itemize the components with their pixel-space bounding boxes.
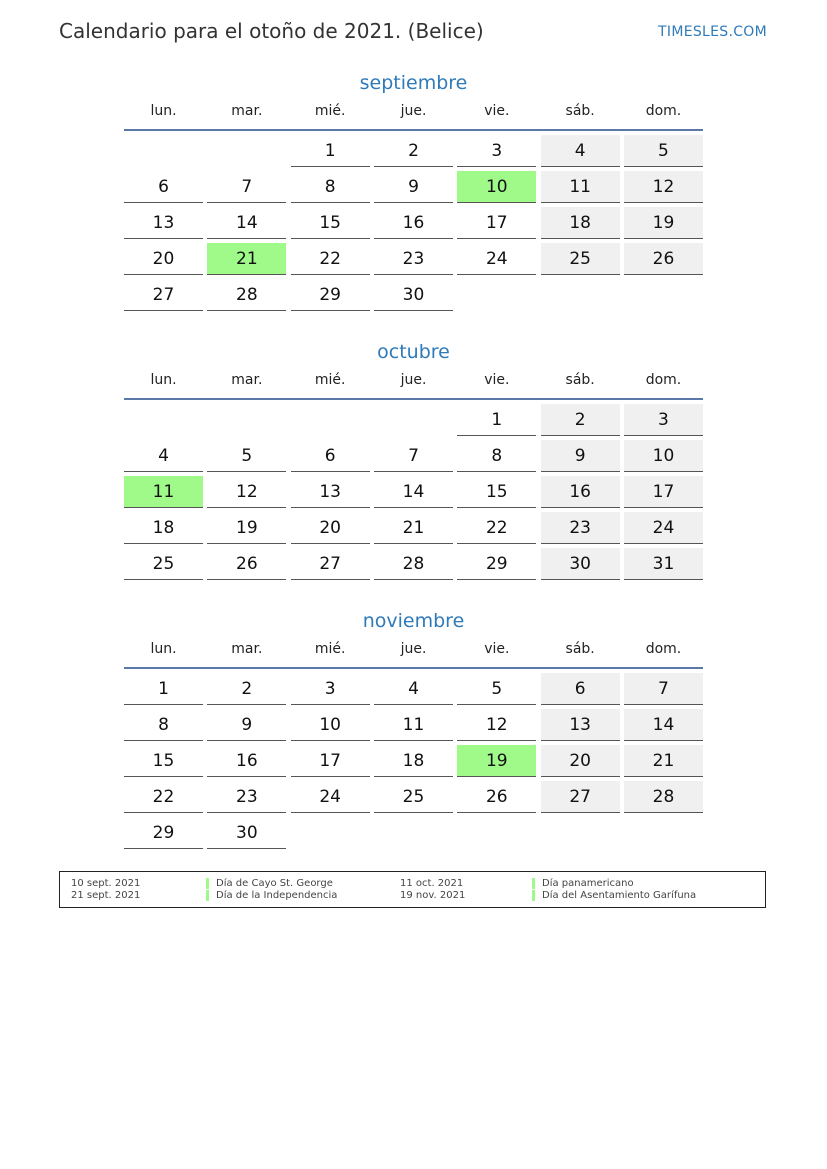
month-november — [124, 607, 703, 849]
day-cell: 30 — [541, 548, 620, 580]
legend-holiday-name: Día del Asentamiento Garífuna — [532, 890, 696, 901]
day-cell: 9 — [541, 440, 620, 472]
empty-cell — [124, 404, 203, 436]
weekday-header — [124, 635, 703, 663]
day-cell: 4 — [124, 440, 203, 472]
day-cell: 16 — [541, 476, 620, 508]
holiday-day-cell: 21 — [207, 243, 286, 275]
weekday-label: mar. — [231, 641, 263, 657]
month-name: noviembre — [362, 610, 465, 632]
day-cell: 4 — [374, 673, 453, 705]
empty-cell — [374, 404, 453, 436]
day-cell: 2 — [541, 404, 620, 436]
day-cell: 13 — [124, 207, 203, 239]
day-cell: 3 — [624, 404, 703, 436]
empty-cell — [124, 135, 203, 167]
weekday-label: vie. — [484, 641, 510, 657]
day-cell: 30 — [374, 279, 453, 311]
day-cell: 18 — [541, 207, 620, 239]
day-cell: 2 — [207, 673, 286, 705]
weekday-label: mar. — [231, 103, 263, 119]
weekday-label: jue. — [400, 372, 427, 388]
legend-date: 19 nov. 2021 — [400, 890, 466, 901]
day-cell: 20 — [124, 243, 203, 275]
month-september — [124, 69, 703, 311]
day-cell: 16 — [207, 745, 286, 777]
weekday-header — [124, 366, 703, 394]
legend-date: 10 sept. 2021 — [71, 878, 141, 889]
weekday-label: dom. — [645, 641, 682, 657]
day-cell: 27 — [124, 279, 203, 311]
day-cell: 22 — [457, 512, 536, 544]
day-cell: 20 — [291, 512, 370, 544]
day-cell: 24 — [291, 781, 370, 813]
day-cell: 15 — [291, 207, 370, 239]
weekday-header — [124, 97, 703, 125]
day-cell: 24 — [457, 243, 536, 275]
header-rule — [124, 129, 703, 131]
day-cell: 5 — [207, 440, 286, 472]
day-cell: 25 — [374, 781, 453, 813]
day-cell: 9 — [374, 171, 453, 203]
holiday-day-cell: 10 — [457, 171, 536, 203]
day-cell: 1 — [291, 135, 370, 167]
day-cell: 8 — [291, 171, 370, 203]
day-cell: 12 — [624, 171, 703, 203]
day-cell: 25 — [541, 243, 620, 275]
day-cell: 8 — [124, 709, 203, 741]
day-cell: 27 — [541, 781, 620, 813]
day-cell: 7 — [207, 171, 286, 203]
holiday-day-cell: 11 — [124, 476, 203, 508]
empty-cell — [207, 135, 286, 167]
day-cell: 26 — [624, 243, 703, 275]
day-cell: 12 — [207, 476, 286, 508]
day-cell: 29 — [124, 817, 203, 849]
day-cell: 6 — [291, 440, 370, 472]
weekday-label: mié. — [314, 103, 346, 119]
page-title: Calendario para el otoño de 2021. (Belice) — [59, 19, 484, 43]
day-cell: 23 — [541, 512, 620, 544]
day-cell: 10 — [291, 709, 370, 741]
empty-cell — [291, 404, 370, 436]
day-cell: 15 — [124, 745, 203, 777]
day-cell: 23 — [374, 243, 453, 275]
day-grid — [124, 404, 703, 580]
weekday-label: sáb. — [565, 103, 595, 119]
day-cell: 23 — [207, 781, 286, 813]
weekday-label: lun. — [150, 372, 177, 388]
day-cell: 26 — [207, 548, 286, 580]
weekday-label: dom. — [645, 372, 682, 388]
weekday-label: dom. — [645, 103, 682, 119]
header-rule — [124, 398, 703, 400]
day-cell: 11 — [374, 709, 453, 741]
legend-date: 11 oct. 2021 — [400, 878, 464, 889]
legend-holiday-name: Día de Cayo St. George — [206, 878, 333, 889]
day-cell: 1 — [124, 673, 203, 705]
day-cell: 6 — [541, 673, 620, 705]
weekday-label: lun. — [150, 641, 177, 657]
day-cell: 13 — [541, 709, 620, 741]
day-cell: 28 — [624, 781, 703, 813]
day-cell: 17 — [624, 476, 703, 508]
holiday-day-cell: 19 — [457, 745, 536, 777]
day-cell: 13 — [291, 476, 370, 508]
day-cell: 6 — [124, 171, 203, 203]
legend-holiday-name: Día panamericano — [532, 878, 634, 889]
weekday-label: jue. — [400, 641, 427, 657]
day-cell: 7 — [374, 440, 453, 472]
day-cell: 5 — [457, 673, 536, 705]
day-cell: 22 — [291, 243, 370, 275]
day-grid — [124, 135, 703, 311]
day-cell: 24 — [624, 512, 703, 544]
day-cell: 26 — [457, 781, 536, 813]
site-link[interactable]: TIMESLES.COM — [658, 24, 767, 40]
day-grid — [124, 673, 703, 849]
day-cell: 2 — [374, 135, 453, 167]
day-cell: 29 — [291, 279, 370, 311]
day-cell: 17 — [457, 207, 536, 239]
day-cell: 31 — [624, 548, 703, 580]
empty-cell — [207, 404, 286, 436]
day-cell: 12 — [457, 709, 536, 741]
holiday-legend — [59, 871, 766, 908]
legend-holiday-name: Día de la Independencia — [206, 890, 337, 901]
day-cell: 21 — [374, 512, 453, 544]
day-cell: 9 — [207, 709, 286, 741]
day-cell: 22 — [124, 781, 203, 813]
day-cell: 14 — [374, 476, 453, 508]
day-cell: 15 — [457, 476, 536, 508]
weekday-label: mié. — [314, 372, 346, 388]
day-cell: 27 — [291, 548, 370, 580]
day-cell: 18 — [374, 745, 453, 777]
weekday-label: mié. — [314, 641, 346, 657]
day-cell: 3 — [457, 135, 536, 167]
header-rule — [124, 667, 703, 669]
day-cell: 4 — [541, 135, 620, 167]
month-name: septiembre — [359, 72, 468, 94]
day-cell: 19 — [624, 207, 703, 239]
day-cell: 3 — [291, 673, 370, 705]
day-cell: 5 — [624, 135, 703, 167]
day-cell: 16 — [374, 207, 453, 239]
day-cell: 28 — [374, 548, 453, 580]
weekday-label: sáb. — [565, 372, 595, 388]
day-cell: 14 — [624, 709, 703, 741]
day-cell: 28 — [207, 279, 286, 311]
day-cell: 17 — [291, 745, 370, 777]
legend-date: 21 sept. 2021 — [71, 890, 141, 901]
day-cell: 29 — [457, 548, 536, 580]
day-cell: 10 — [624, 440, 703, 472]
day-cell: 18 — [124, 512, 203, 544]
day-cell: 1 — [457, 404, 536, 436]
day-cell: 25 — [124, 548, 203, 580]
day-cell: 8 — [457, 440, 536, 472]
weekday-label: mar. — [231, 372, 263, 388]
month-october — [124, 338, 703, 580]
month-name: octubre — [377, 341, 450, 363]
weekday-label: vie. — [484, 372, 510, 388]
day-cell: 30 — [207, 817, 286, 849]
day-cell: 11 — [541, 171, 620, 203]
day-cell: 21 — [624, 745, 703, 777]
weekday-label: vie. — [484, 103, 510, 119]
day-cell: 7 — [624, 673, 703, 705]
day-cell: 19 — [207, 512, 286, 544]
day-cell: 20 — [541, 745, 620, 777]
weekday-label: lun. — [150, 103, 177, 119]
day-cell: 14 — [207, 207, 286, 239]
weekday-label: sáb. — [565, 641, 595, 657]
weekday-label: jue. — [400, 103, 427, 119]
